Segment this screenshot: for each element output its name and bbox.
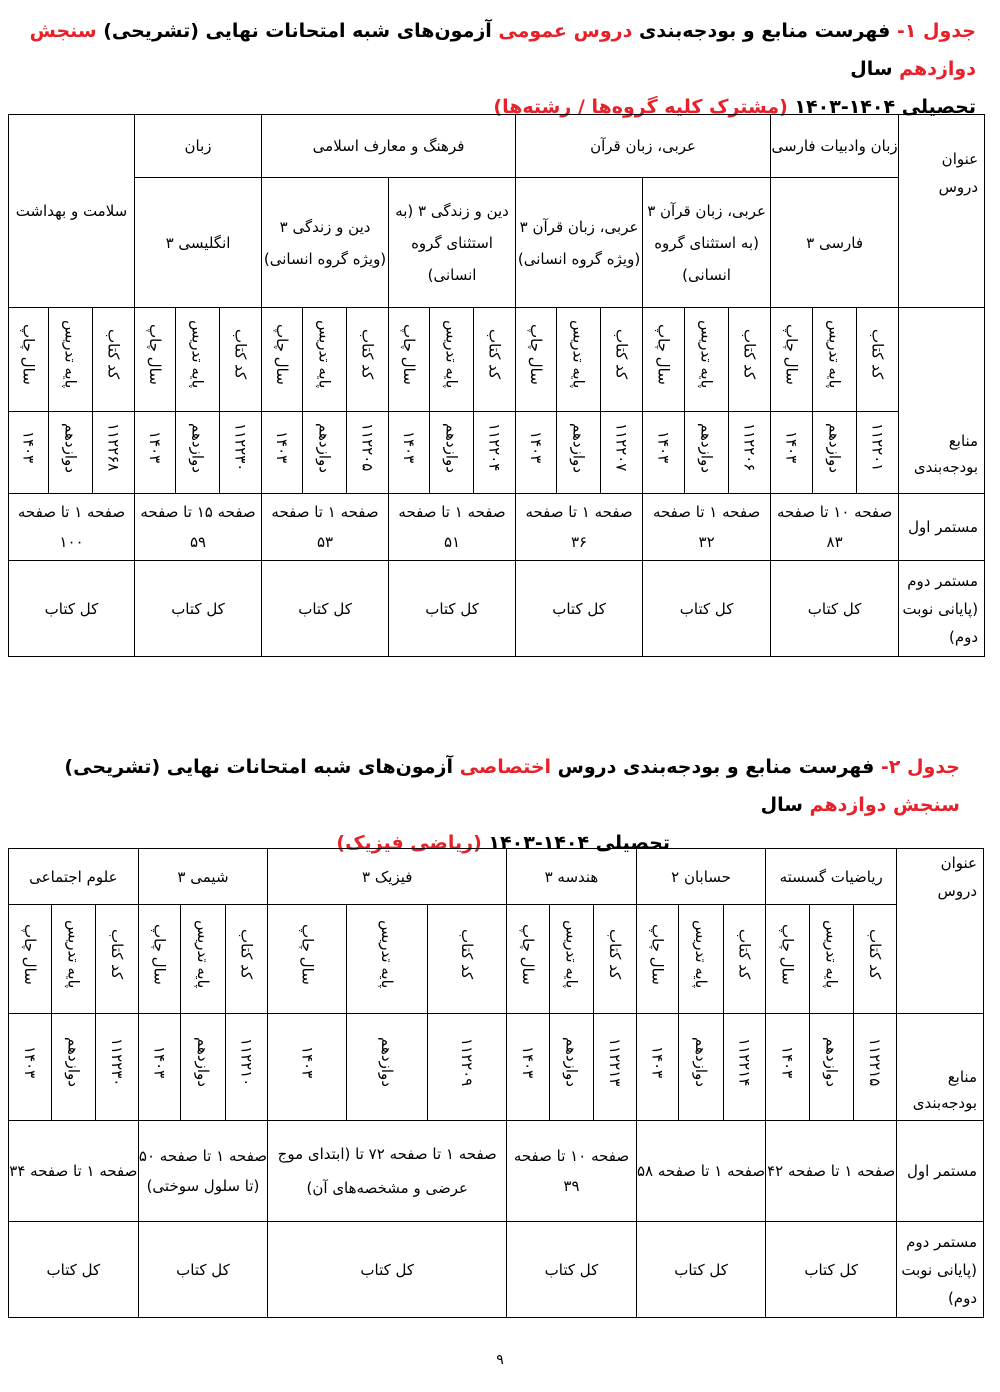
t1-col-code: کد کتاب (358, 329, 377, 380)
t2-term1-chemistry3: صفحه ۱ تا صفحه ۵۰ (تا سلول سوختی) (138, 1121, 268, 1222)
t1-header-subjects: عنوان دروس (899, 115, 985, 308)
t1-cell-grade: دوازدهم (315, 422, 334, 473)
t2-cell-grade: دوازدهم (692, 1037, 711, 1087)
t2-cell-year: ۱۴۰۳ (648, 1045, 667, 1079)
t2-book-geometry3: هندسه ۳ (507, 849, 637, 905)
t2-col-year: سال چاپ (150, 923, 169, 985)
table2 (8, 848, 984, 1318)
t1-group-persian: زبان وادبیات فارسی (771, 115, 899, 178)
t2-book-chemistry3: شیمی ۳ (138, 849, 268, 905)
t2-col-grade: پایه تدریس (64, 919, 83, 989)
t1-term1-arabic3-humanities: صفحه ۱ تا صفحه ۳۶ (516, 494, 643, 561)
t2-cell-code: ۱۱۲۲۱۳ (606, 1037, 624, 1087)
t1-term2-health: کل کتاب (9, 561, 135, 657)
page-number: ۹ (496, 1352, 504, 1368)
t2-term1-geometry3: صفحه ۱۰ تا صفحه ۳۹ (507, 1121, 637, 1222)
t1-group-islamic: فرهنگ و معارف اسلامی (262, 115, 516, 178)
t1-cell-code: ۱۱۲۲۰۱ (868, 423, 887, 472)
t1-cell-code: ۱۱۲۲۰۷ (612, 423, 631, 472)
t2-cell-grade: دوازدهم (64, 1037, 83, 1087)
t1-cell-year: ۱۴۰۳ (146, 431, 165, 464)
t2-col-grade: پایه تدریس (822, 919, 841, 989)
t2-term1-social-sciences: صفحه ۱ تا صفحه ۳۴ (9, 1121, 139, 1222)
t2-term2-physics3: کل کتاب (268, 1222, 507, 1318)
t1-col-grade: پایه تدریس (442, 320, 461, 389)
t2-col-code: کد کتاب (606, 928, 624, 980)
t1-col-grade: پایه تدریس (825, 320, 844, 389)
t1-group-health: سلامت و بهداشت (9, 115, 135, 308)
table1-title: جدول ۱- فهرست منابع و بودجه‌بندی دروس عمومی آزمون‌های شبه امتحانات نهایی (تشریحی) سنجش دوازدهم سال تحصیلی ۱۴۰۴-۱۴۰۳ (مشترک کلیه گروه‌ها / رشته‌ها) (29, 20, 976, 118)
t1-cell-grade: دوازدهم (61, 422, 80, 473)
t1-col-code: کد کتاب (104, 329, 123, 380)
t2-term2-calculus2: کل کتاب (636, 1222, 766, 1318)
t1-col-year: سال چاپ (527, 324, 546, 385)
table1-label: جدول ۱- (896, 20, 976, 42)
t1-col-code: کد کتاب (612, 329, 631, 380)
t1-cell-code: ۱۱۲۲۳۰ (231, 423, 250, 472)
t2-col-code: کد کتاب (107, 928, 126, 980)
t1-col-year: سال چاپ (19, 324, 38, 385)
t2-col-year: سال چاپ (298, 923, 317, 985)
t1-cell-code: ۱۱۲۲۰۵ (358, 423, 377, 472)
t2-term1-discrete-math: صفحه ۱ تا صفحه ۴۲ (766, 1121, 897, 1222)
t1-cell-year: ۱۴۰۳ (654, 431, 673, 464)
t1-col-code: کد کتاب (740, 329, 759, 380)
t1-cell-year: ۱۴۰۳ (19, 431, 38, 464)
t1-cell-grade: دوازدهم (442, 422, 461, 473)
t2-col-year: سال چاپ (20, 923, 39, 985)
table2-title: جدول ۲- فهرست منابع و بودجه‌بندی دروس اختصاصی آزمون‌های شبه امتحانات نهایی (تشریحی) سنجش دوازدهم سال تحصیلی ۱۴۰۴-۱۴۰۳ (ریاضی فیزیک) (64, 756, 960, 854)
t2-cell-code: ۱۱۲۲۳۰ (107, 1037, 126, 1087)
t1-cell-code: ۱۱۲۲۰۴ (485, 423, 504, 472)
t2-cell-code: ۱۱۲۲۱۴ (735, 1037, 754, 1087)
t1-col-code: کد کتاب (485, 329, 504, 380)
t2-col-grade: پایه تدریس (193, 919, 212, 989)
t1-term1-religion3-general: صفحه ۱ تا صفحه ۵۱ (389, 494, 516, 561)
table1 (8, 114, 985, 657)
t2-col-grade: پایه تدریس (692, 919, 711, 989)
t2-col-code: کد کتاب (237, 928, 256, 980)
t1-col-year: سال چاپ (782, 324, 801, 385)
t2-book-discrete-math: ریاضیات گسسته (766, 849, 897, 905)
t2-cell-year: ۱۴۰۳ (518, 1045, 537, 1079)
t1-book-arabic3-general: عربی، زبان قرآن ۳ (به استثنای گروه انسانی) (643, 178, 771, 308)
t1-header-term1: مستمر اول (899, 494, 985, 561)
t2-col-grade: پایه تدریس (378, 919, 397, 989)
t2-term2-social-sciences: کل کتاب (9, 1222, 139, 1318)
t2-cell-code: ۱۱۲۲۱۰ (237, 1037, 256, 1087)
t2-book-calculus2: حسابان ۲ (636, 849, 766, 905)
t1-col-year: سال چاپ (273, 324, 292, 385)
t1-cell-grade: دوازدهم (697, 422, 716, 473)
t1-col-grade: پایه تدریس (188, 320, 207, 389)
t2-header-subjects: عنوان دروس (896, 849, 983, 1014)
t1-term1-health: صفحه ۱ تا صفحه ۱۰۰ (9, 494, 135, 561)
t1-cell-grade: دوازدهم (569, 422, 588, 473)
t1-term2-english3: کل کتاب (135, 561, 262, 657)
t2-col-grade: پایه تدریس (562, 919, 581, 989)
t1-cell-code: ۱۱۲۲۰۶ (740, 423, 759, 472)
t1-cell-year: ۱۴۰۳ (273, 431, 292, 464)
t2-cell-year: ۱۴۰۳ (150, 1045, 169, 1079)
t1-book-arabic3-humanities: عربی، زبان قرآن ۳ (ویژه گروه انسانی) (516, 178, 643, 308)
t2-book-social-sciences: علوم اجتماعی (9, 849, 139, 905)
t2-col-year: سال چاپ (778, 923, 797, 985)
t1-term1-english3: صفحه ۱۵ تا صفحه ۵۹ (135, 494, 262, 561)
table2-label: جدول ۲- (880, 756, 960, 778)
t1-group-arabic: عربی، زبان قرآن (516, 115, 771, 178)
t1-term1-religion3-humanities: صفحه ۱ تا صفحه ۵۳ (262, 494, 389, 561)
t1-col-code: کد کتاب (868, 329, 887, 380)
t2-term1-physics3: صفحه ۱ تا صفحه ۷۲ تا (ابتدای موج عرضی و مشخصه‌های آن) (268, 1121, 507, 1222)
t2-cell-code: ۱۱۲۲۱۵ (866, 1037, 885, 1087)
t2-cell-grade: دوازدهم (193, 1037, 212, 1087)
t2-cell-year: ۱۴۰۳ (20, 1045, 39, 1079)
t2-col-year: سال چاپ (648, 923, 667, 985)
t1-cell-code: ۱۱۲۲۶۸ (104, 423, 123, 472)
t2-cell-grade: دوازدهم (562, 1037, 581, 1087)
t2-cell-grade: دوازدهم (378, 1037, 397, 1087)
t1-book-religion3-humanities: دین و زندگی ۳ (ویژه گروه انسانی) (262, 178, 389, 308)
t2-header-sources: منابع بودجه‌بندی (896, 1014, 983, 1121)
t2-cell-year: ۱۴۰۳ (778, 1045, 797, 1079)
t2-header-term1: مستمر اول (896, 1121, 983, 1222)
t1-term2-religion3-humanities: کل کتاب (262, 561, 389, 657)
t1-col-year: سال چاپ (146, 324, 165, 385)
t1-col-grade: پایه تدریس (315, 320, 334, 389)
t1-term1-persian3: صفحه ۱۰ تا صفحه ۸۳ (771, 494, 899, 561)
t2-col-year: سال چاپ (518, 923, 537, 985)
t1-book-english3: انگلیسی ۳ (135, 178, 262, 308)
t2-col-code: کد کتاب (458, 928, 477, 980)
t1-header-term2: مستمر دوم (پایانی نوبت دوم) (899, 561, 985, 657)
t1-col-year: سال چاپ (400, 324, 419, 385)
t2-book-physics3: فیزیک ۳ (268, 849, 507, 905)
t1-cell-year: ۱۴۰۳ (400, 431, 419, 464)
t2-cell-code: ۱۱۲۲۰۹ (458, 1037, 477, 1087)
t2-term2-discrete-math: کل کتاب (766, 1222, 897, 1318)
t1-term2-arabic3-humanities: کل کتاب (516, 561, 643, 657)
t2-col-code: کد کتاب (735, 928, 754, 980)
t2-cell-grade: دوازدهم (822, 1037, 841, 1087)
t1-header-sources: منابع بودجه‌بندی (899, 308, 985, 494)
t1-cell-grade: دوازدهم (188, 422, 207, 473)
t1-col-year: سال چاپ (654, 324, 673, 385)
t1-cell-year: ۱۴۰۳ (527, 431, 546, 464)
t1-col-code: کد کتاب (231, 329, 250, 380)
t1-col-grade: پایه تدریس (697, 320, 716, 389)
t1-term2-persian3: کل کتاب (771, 561, 899, 657)
t2-header-term2: مستمر دوم (پایانی نوبت دوم) (896, 1222, 983, 1318)
t1-group-language: زبان (135, 115, 262, 178)
t1-book-religion3-general: دین و زندگی ۳ (به استثنای گروه انسانی) (389, 178, 516, 308)
t1-term2-religion3-general: کل کتاب (389, 561, 516, 657)
t1-cell-grade: دوازدهم (825, 422, 844, 473)
t2-col-code: کد کتاب (866, 928, 885, 980)
t1-col-grade: پایه تدریس (61, 320, 80, 389)
t2-term2-geometry3: کل کتاب (507, 1222, 637, 1318)
t1-term2-arabic3-general: کل کتاب (643, 561, 771, 657)
t1-col-grade: پایه تدریس (569, 320, 588, 389)
t1-book-persian3: فارسی ۳ (771, 178, 899, 308)
t2-cell-year: ۱۴۰۳ (298, 1045, 317, 1079)
t2-term2-chemistry3: کل کتاب (138, 1222, 268, 1318)
t1-term1-arabic3-general: صفحه ۱ تا صفحه ۳۲ (643, 494, 771, 561)
t1-cell-year: ۱۴۰۳ (782, 431, 801, 464)
t2-term1-calculus2: صفحه ۱ تا صفحه ۵۸ (636, 1121, 766, 1222)
